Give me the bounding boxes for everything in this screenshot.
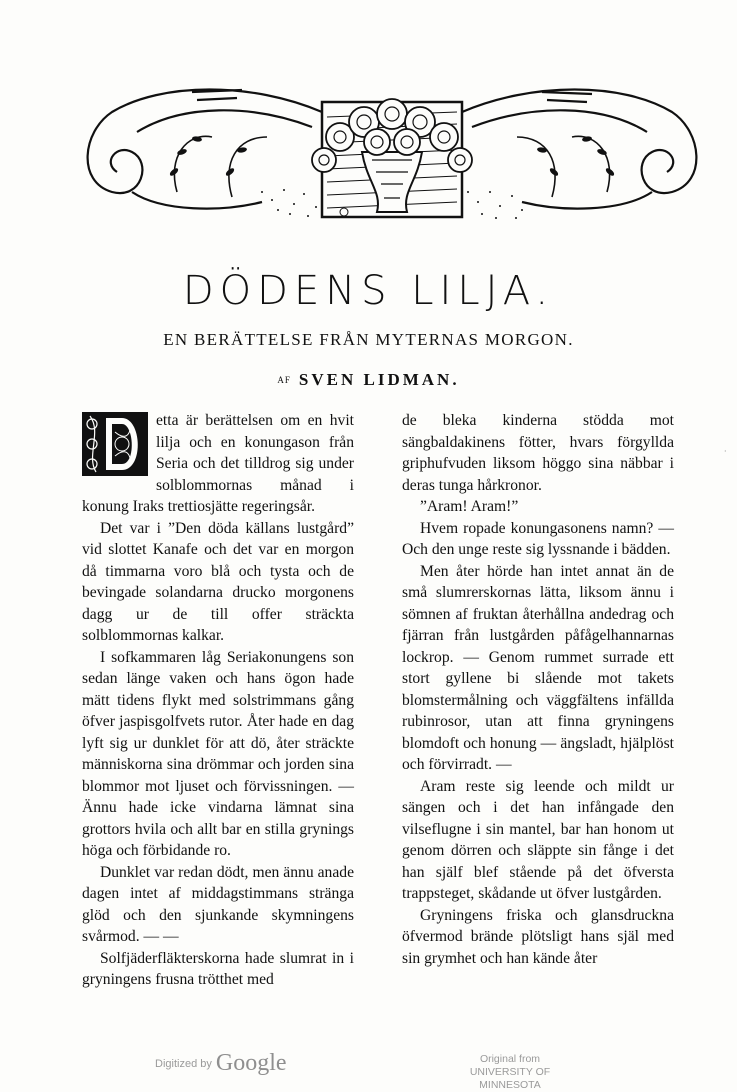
original-label: Original from	[479, 1053, 541, 1065]
paragraph: I sofkammaren låg Seriakonungens son sedan länge vaken och hans ögon hade mätt tidens flykt med solstrimmans gång öfver jaspisgolfvets rutor. Åter hade en dag lyft sig ur dunklet för att dö, åter sträckte människorna sina drömmar och jorden sina blommor mot ljuset och förvissningen. — Ännu hade icke vindarna lämnat sina grottors hvila och allt bar en stilla grynings höga och förbidande ro.	[82, 648, 354, 859]
paragraph: de bleka kinderna stödda mot sängbaldakinens fötter, hvars förgyllda griphufvuden liksom höggo sina näbbar i deras tunga hårkronor.	[402, 412, 674, 494]
author-name: SVEN LIDMAN.	[298, 370, 460, 389]
google-logo: Google	[215, 1050, 287, 1076]
paragraph: Dunklet var redan dödt, men ännu anade dagen intet af middagstimmans stränga glöd och den sjunkande skymningens svårmod. — —	[82, 863, 354, 945]
paragraph: Men åter hörde han intet annat än de små slumrerskornas lätta, liksom ännu i sömnen af fruktan återhållna andedrag och fjärran från lustgården påfågelhannarnas lockrop. — Genom rummet surrade ett stort gyllene bi slående mot takets blomstermålning och väggfältens infällda rubinrosor, utan att finna gryningens blomdoft och honung — ängsladt, hjälplöst och förvirradt. —	[402, 562, 674, 773]
paragraph: Det var i ”Den döda källans lustgård” vid slottet Kanafe och det var en morgon då timmarna voro blå och tysta och de bevingade solandarna drucko morgonens dagg ur de till offer sträckta solblommornas kalkar.	[82, 519, 354, 644]
left-column	[82, 410, 354, 991]
paragraph: ”Aram! Aram!”	[420, 498, 519, 515]
paragraph: Gryningens friska och glansdruckna öfvermod brände plötsligt hans själ med sin grymhet och han kände åter	[402, 906, 674, 967]
original-from-watermark	[440, 1053, 580, 1092]
paragraph: Solfjäderfläkterskorna hade slumrat in i gryningens frusna trötthet med	[82, 949, 354, 988]
digitized-label: Digitized by	[155, 1058, 212, 1070]
paragraph: Aram reste sig leende och mildt ur sängen och i det han infångade den vilseflugne i sin mantel, bar han honom ut genom dörren och släppte sin fånge i det han själf blef stående på det öfversta trappsteget, skådande ut öfver lustgården.	[402, 777, 674, 902]
paragraph: etta är berättelsen om en hvit lilja och en konungason från Seria och det tilldrog sig under solblommornas månad i konung Iraks trettiosjätte regeringsår.	[82, 412, 354, 515]
right-column	[402, 410, 674, 969]
byline-prefix: AF	[277, 375, 291, 385]
header-ornament	[72, 42, 712, 232]
dropcap-d-ornament	[82, 412, 148, 476]
scan-speck: ·	[724, 447, 727, 456]
byline	[0, 370, 737, 390]
paragraph: Hvem ropade konungasonens namn? — Och den unge reste sig lyssnande i bädden.	[402, 519, 674, 558]
institution-name: UNIVERSITY OF MINNESOTA	[469, 1066, 551, 1091]
article-subtitle: EN BERÄTTELSE FRÅN MYTERNAS MORGON.	[163, 330, 574, 349]
article-title: DÖDENS LILJA.	[182, 268, 555, 314]
digitized-by-watermark	[155, 1050, 287, 1077]
